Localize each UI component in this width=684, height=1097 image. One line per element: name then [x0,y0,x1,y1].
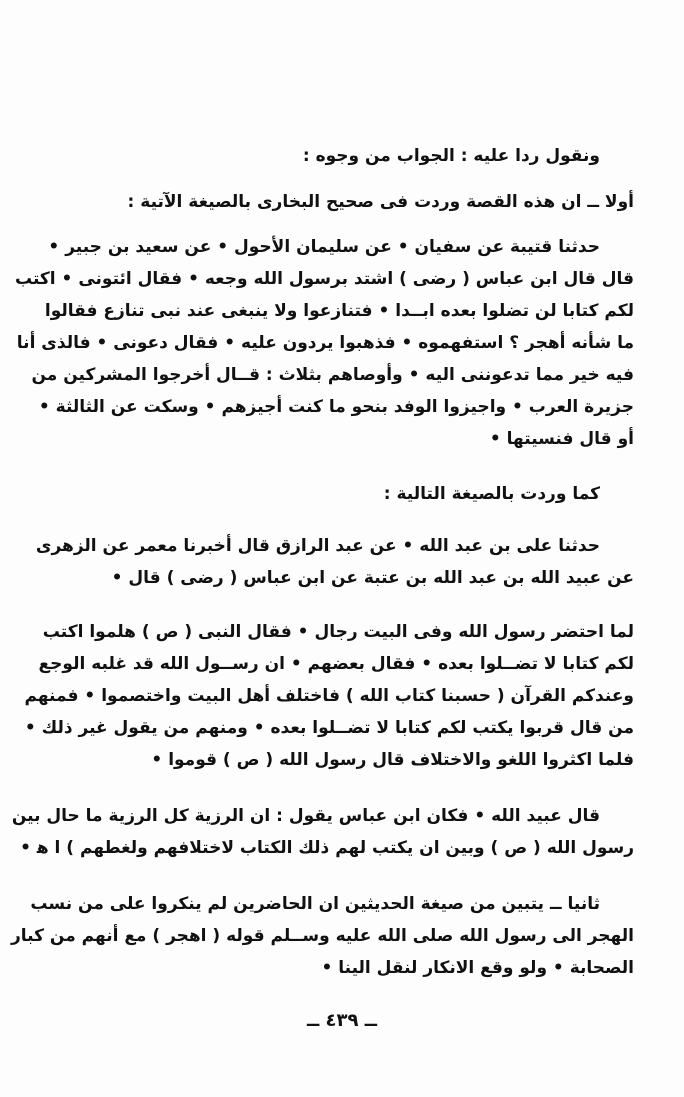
ubaydullah-line: قال عبيد الله • فكان ابن عباس يقول : ان الرزية كل الرزية ما حال بين [11,806,600,826]
second-point-line: الصحابة • ولو وقع الانكار لنقل الينا • [321,958,634,978]
hadith-1-paragraph [14,231,634,455]
hadith-1-line: أو قال فنسيتها • [489,429,634,449]
second-point-line: ثانيا ــ يتبين من صيغة الحديثين ان الحاضرين لم ينكروا على من نسب [30,894,600,914]
second-point-paragraph [10,888,634,984]
hadith-1-line: لكم كتابا لن تضلوا بعده ابــدا • فتنازعوا ولا ينبغى عند نبى تنازع فقالوا [44,301,634,321]
ubaydullah-paragraph [11,800,634,864]
second-point-line: الهجر الى رسول الله صلى الله عليه وســلم قوله ( اهجر ) مع أنهم من كبار [10,926,634,946]
hadith-2-matn [24,616,634,776]
hadith-2-isnad-line: عن عبيد الله بن عبد الله بن عتبة عن ابن عباس ( رضى ) قال • [111,568,634,588]
hadith-1-line: فيه خير مما تدعوننى اليه • وأوصاهم بثلاث : قــال أخرجوا المشركين من [31,365,634,385]
first-heading-line: أولا ــ ان هذه القصة وردت فى صحيح البخارى بالصيغة الآتية : [127,192,634,212]
hadith-2-matn-line: وعندكم القرآن ( حسبنا كتاب الله ) فاختلف أهل البيت واختصموا • فمنهم [24,686,634,706]
ubaydullah-line: رسول الله ( ص ) وبين ان يكتب لهم ذلك الكتاب لاختلافهم ولغطهم ) ا ﻫ • [20,838,634,858]
hadith-2-matn-line: لكم كتابا لا تضــلوا بعده • فقال بعضهم • ان رســول الله قد غلبه الوجع [38,654,634,674]
intro-paragraph [52,140,634,172]
hadith-1-line: حدثنا قتيبة عن سفيان • عن سليمان الأحول • عن سعيد بن جبير • [48,237,600,257]
hadith-1-line: ما شأنه أهجر ؟ استفهموه • فذهبوا يردون عليه • فقال دعونى • فالذى أنا [16,333,634,353]
hadith-2-matn-line: لما احتضر رسول الله وفى البيت رجال • فقال النبى ( ص ) هلموا اكتب [42,622,634,642]
hadith-1-line: قال قال ابن عباس ( رضى ) اشتد برسول الله وجعه • فقال ائتونى • اكتب [14,269,634,289]
second-heading-line: كما وردت بالصيغة التالية : [383,484,600,504]
intro-line: ونقول ردا عليه : الجواب من وجوه : [302,146,600,166]
first-heading [52,186,634,218]
second-heading [52,478,634,510]
hadith-2-matn-line: من قال قربوا يكتب لكم كتابا لا تضــلوا بعده • ومنهم من يقول غير ذلك • [24,718,634,738]
hadith-2-matn-line: فلما اكثروا اللغو والاختلاف قال رسول الله ( ص ) قوموا • [151,750,634,770]
hadith-2-isnad-line: حدثنا على بن عبد الله • عن عبد الرازق قال أخبرنا معمر عن الزهرى [35,536,600,556]
hadith-2-isnad [35,530,634,594]
hadith-1-line: جزيرة العرب • واجيزوا الوفد بنحو ما كنت أجيزهم • وسكت عن الثالثة • [38,397,634,417]
page-number: ــ ٤٣٩ ــ [306,1010,378,1031]
